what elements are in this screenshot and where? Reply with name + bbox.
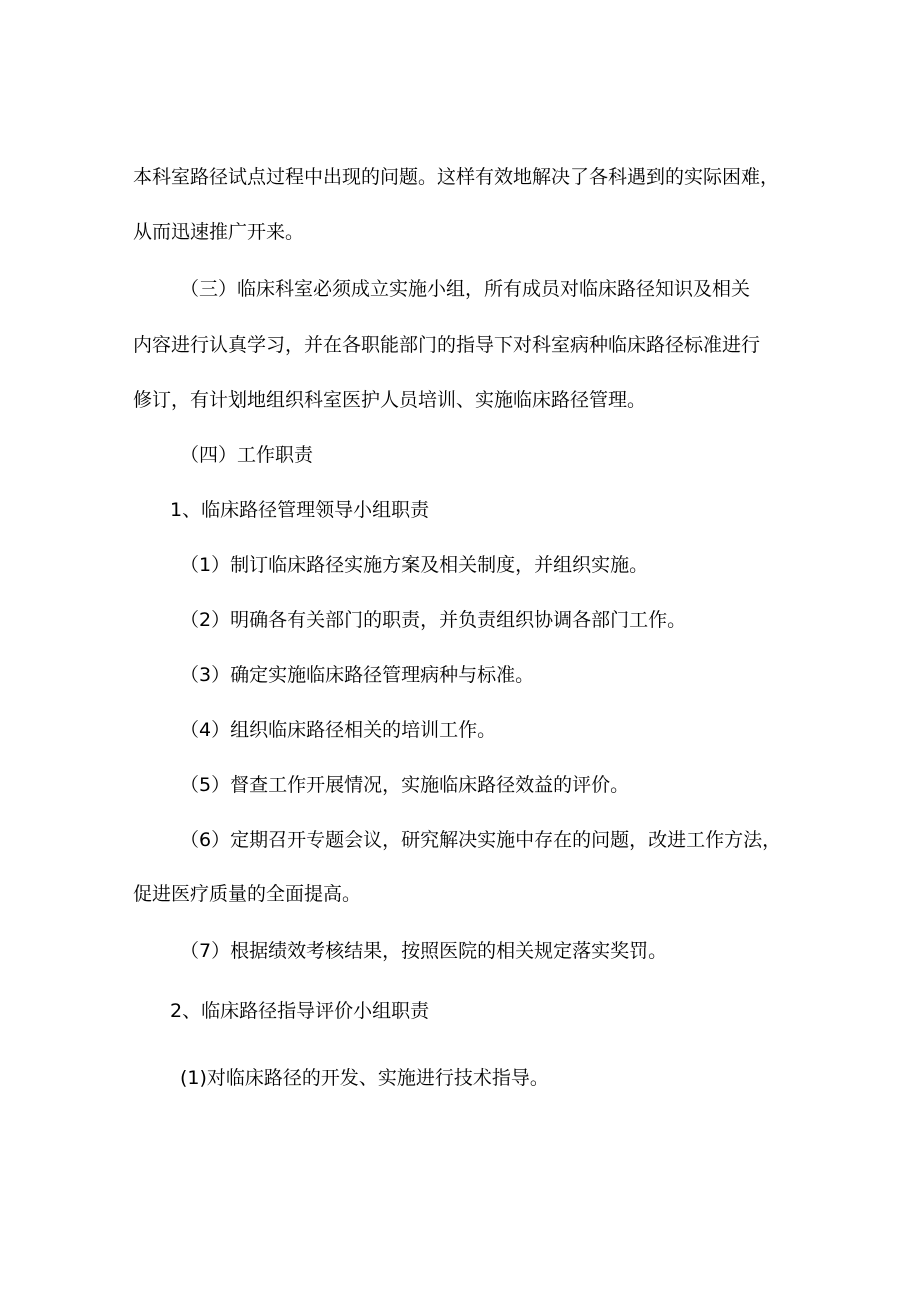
list-item-continuation: 促进医疗质量的全面提高。	[133, 883, 362, 905]
list-item: (1)对临床路径的开发、实施进行技术指导。	[180, 1067, 549, 1089]
list-item: （5）督查工作开展情况，实施临床路径效益的评价。	[180, 774, 630, 796]
list-item: （2）明确各有关部门的职责，并负责组织协调各部门工作。	[180, 609, 687, 631]
paragraph-line: 本科室路径试点过程中出现的问题。这样有效地解决了各科遇到的实际困难，	[133, 166, 780, 188]
paragraph-line: 修订，有计划地组织科室医护人员培训、实施临床路径管理。	[133, 389, 647, 411]
section-heading: （四）工作职责	[180, 444, 314, 466]
list-item: （1）制订临床路径实施方案及相关制度，并组织实施。	[180, 554, 649, 576]
list-item: （7）根据绩效考核结果，按照医院的相关规定落实奖罚。	[180, 940, 668, 962]
paragraph-line: 从而迅速推广开来。	[133, 221, 305, 243]
subsection-heading: 2、临床路径指导评价小组职责	[170, 1000, 430, 1022]
paragraph-line: 内容进行认真学习，并在各职能部门的指导下对科室病种临床路径标准进行	[133, 334, 761, 356]
paragraph-line: （三）临床科室必须成立实施小组，所有成员对临床路径知识及相关	[180, 278, 751, 300]
list-item: （4）组织临床路径相关的培训工作。	[180, 719, 497, 741]
subsection-heading: 1、临床路径管理领导小组职责	[170, 499, 430, 521]
list-item: （6）定期召开专题会议，研究解决实施中存在的问题，改进工作方法，	[180, 829, 782, 851]
list-item: （3）确定实施临床路径管理病种与标准。	[180, 664, 535, 686]
